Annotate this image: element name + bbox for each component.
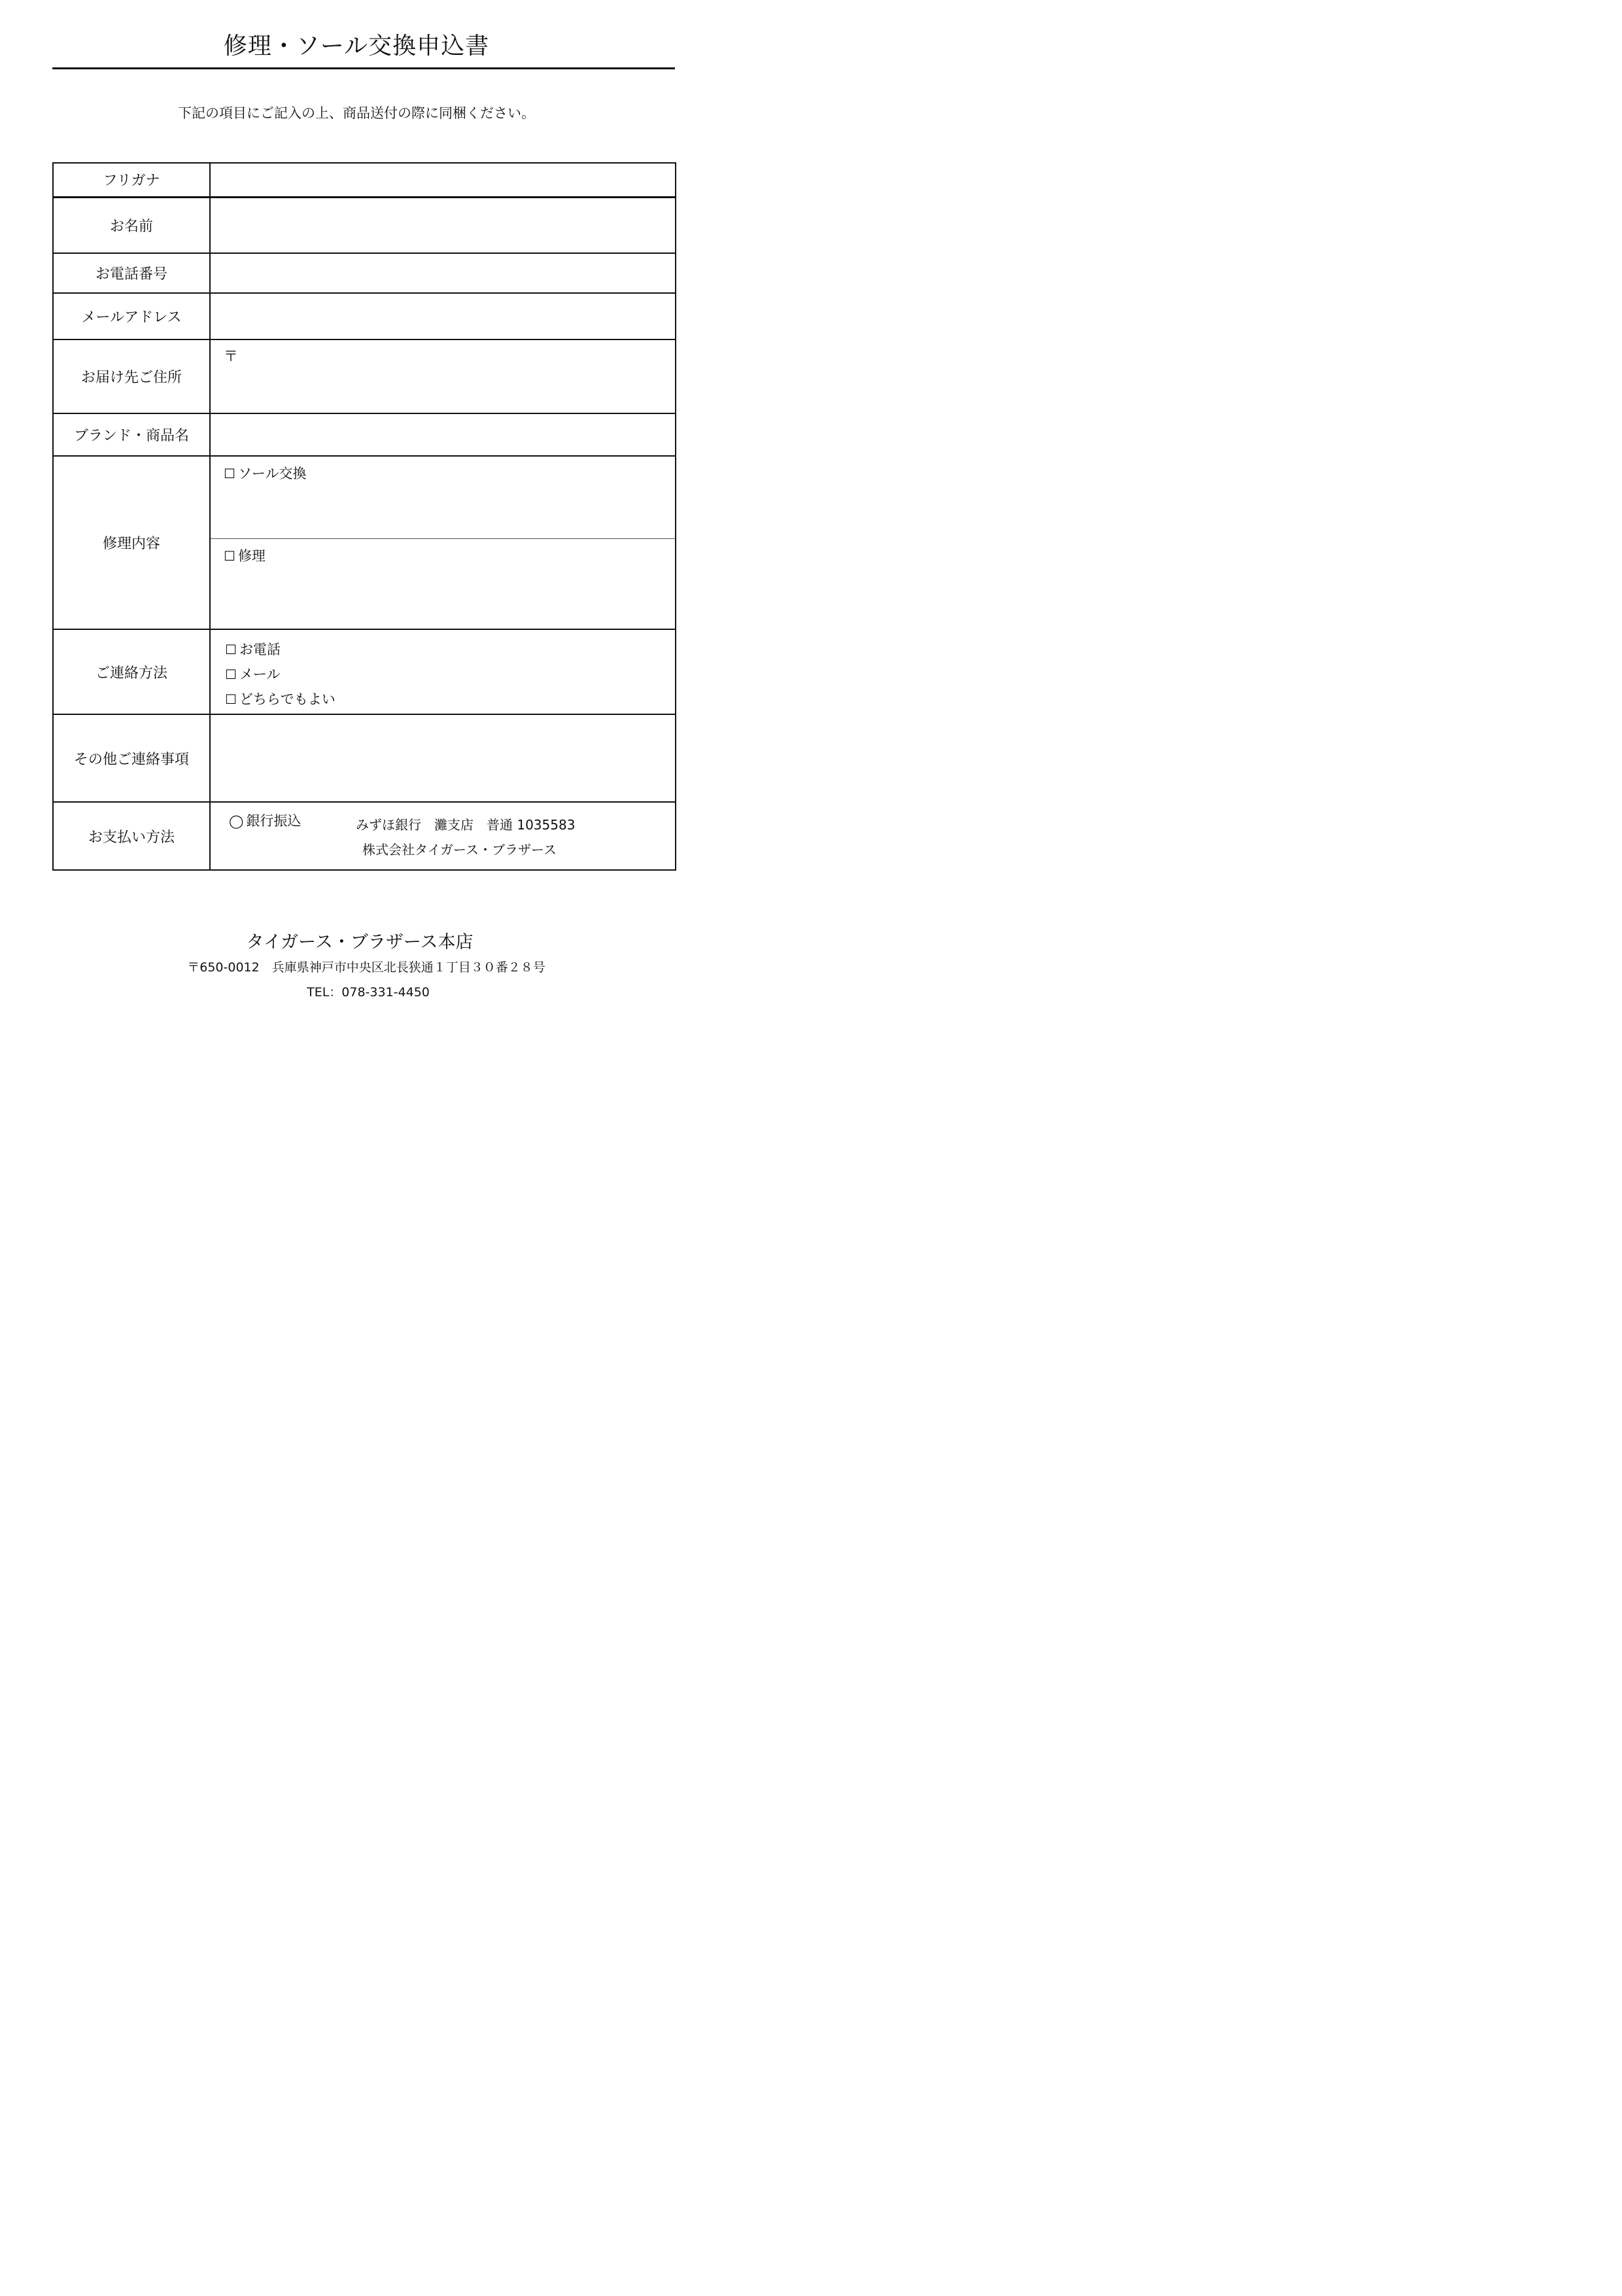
payment-option-label: 銀行振込: [246, 813, 302, 829]
furigana-field[interactable]: [210, 163, 676, 197]
repair-options-cell: [210, 456, 676, 629]
store-name: タイガース・ブラザース本店: [246, 932, 474, 952]
store-address: 〒650-0012 兵庫県神戸市中央区北長狭通１丁目３０番２８号: [187, 960, 545, 975]
radio-icon[interactable]: ◯: [229, 813, 244, 829]
postal-mark-icon: 〒: [224, 349, 239, 365]
address-label: お届け先ご住所: [53, 339, 210, 413]
bank-account-info: みずほ銀行 灘支店 普通 1035583: [356, 817, 576, 833]
email-field[interactable]: [210, 293, 676, 339]
repair-option-sole[interactable]: [211, 457, 675, 539]
payment-row: [53, 802, 676, 870]
repair-option-repair[interactable]: [211, 539, 675, 621]
name-field[interactable]: [210, 197, 676, 253]
furigana-row: [53, 163, 676, 197]
title-divider: [52, 67, 675, 69]
address-row: [53, 339, 676, 413]
contact-option-email[interactable]: [225, 664, 675, 689]
contact-option-either[interactable]: [225, 689, 675, 714]
contact-option-phone[interactable]: [225, 639, 675, 664]
page-title: 修理・ソール交換申込書: [223, 33, 490, 60]
contact-option-label: お電話: [239, 642, 281, 657]
payment-cell: [210, 802, 676, 870]
phone-label: お電話番号: [53, 253, 210, 293]
application-form-table: [52, 162, 676, 871]
name-label: お名前: [53, 197, 210, 253]
phone-row: [53, 253, 676, 293]
checkbox-icon[interactable]: ☐: [225, 691, 237, 707]
contact-label: ご連絡方法: [53, 629, 210, 714]
other-field[interactable]: [210, 714, 676, 802]
checkbox-icon[interactable]: ☐: [224, 466, 235, 481]
contact-row: [53, 629, 676, 714]
brand-row: [53, 413, 676, 456]
name-row: [53, 197, 676, 253]
contact-option-label: どちらでもよい: [239, 691, 336, 707]
other-label: その他ご連絡事項: [53, 714, 210, 802]
payment-option-bank-transfer[interactable]: [229, 810, 301, 830]
checkbox-icon[interactable]: ☐: [225, 667, 237, 682]
brand-label: ブランド・商品名: [53, 413, 210, 456]
payment-label: お支払い方法: [53, 802, 210, 870]
repair-row: [53, 456, 676, 629]
email-label: メールアドレス: [53, 293, 210, 339]
contact-option-label: メール: [239, 667, 281, 682]
instruction-text: 下記の項目にご記入の上、商品送付の際に同梱ください。: [178, 105, 535, 121]
store-phone: TEL：078-331-4450: [307, 985, 430, 1000]
brand-field[interactable]: [210, 413, 676, 456]
repair-label: 修理内容: [53, 456, 210, 629]
checkbox-icon[interactable]: ☐: [224, 548, 235, 564]
email-row: [53, 293, 676, 339]
repair-option-label: 修理: [237, 548, 266, 564]
furigana-label: フリガナ: [53, 163, 210, 197]
other-row: [53, 714, 676, 802]
account-holder-name: 株式会社タイガース・ブラザース: [362, 842, 557, 858]
address-field[interactable]: [210, 339, 676, 413]
repair-option-label: ソール交換: [237, 466, 307, 481]
checkbox-icon[interactable]: ☐: [225, 642, 237, 657]
phone-field[interactable]: [210, 253, 676, 293]
contact-options-cell: [210, 629, 676, 714]
